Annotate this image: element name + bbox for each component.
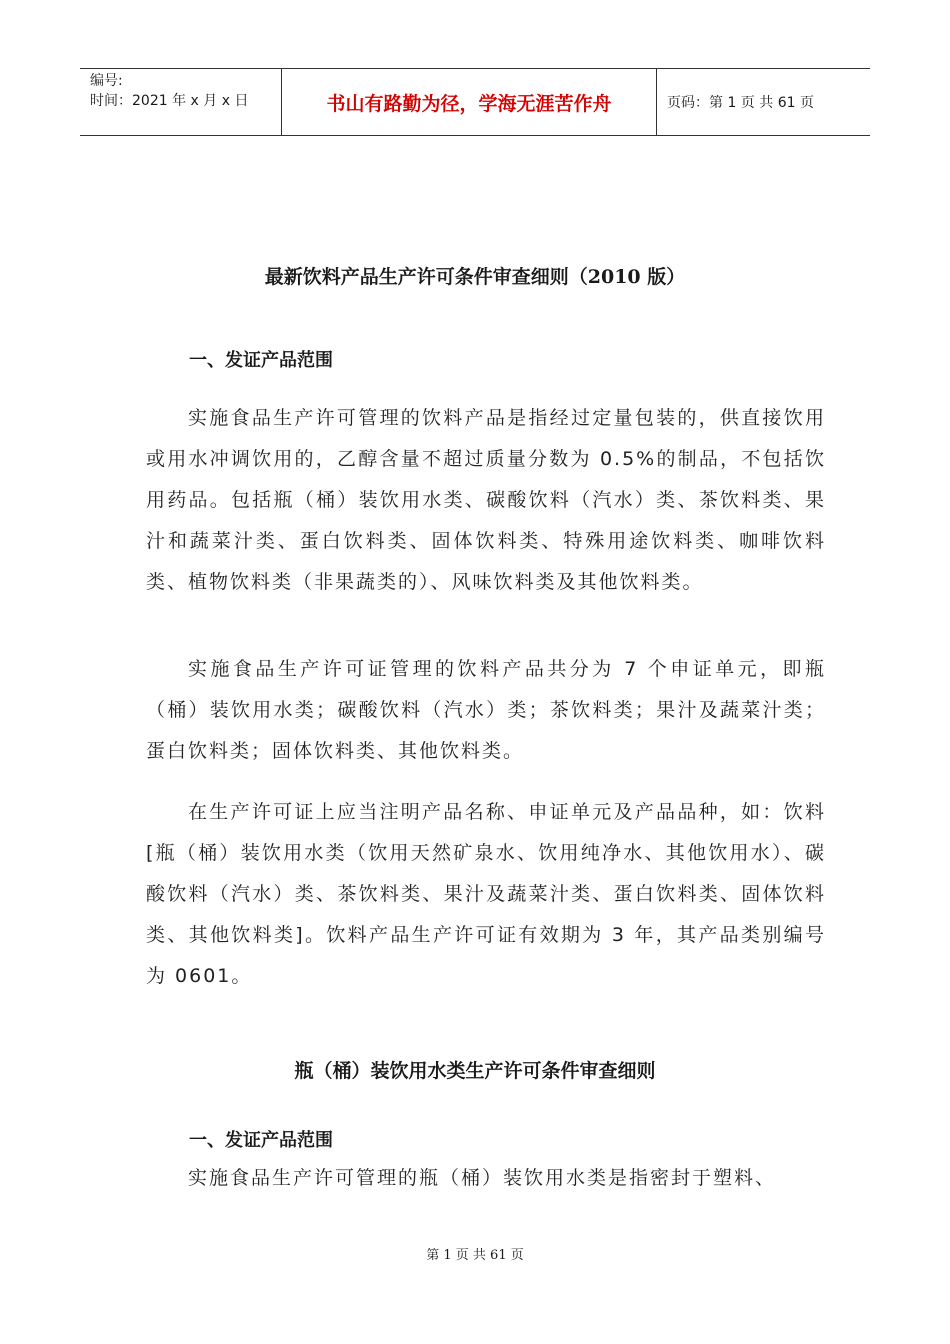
section-heading-scope: 一、发证产品范围 (189, 350, 333, 371)
paragraph-scope-definition: 实施食品生产许可管理的饮料产品是指经过定量包装的，供直接饮用或用水冲调饮用的，乙醇含量不超过质量分数为 0.5%的制品，不包括饮用药品。包括瓶（桶）装饮用水类、碳酸饮料（汽水）类、茶饮料类、果汁和蔬菜汁类、蛋白饮料类、固体饮料类、特殊用途饮料类、咖啡饮料类、植物饮料类（非果蔬类的）、风味饮料类及其他饮料类。 (146, 407, 826, 593)
number-label: 编号: (90, 73, 123, 89)
header-page-info: 页码：第 1 页 共 61 页 (667, 95, 814, 111)
time-label: 时间：2021 年 x 月 x 日 (90, 93, 249, 109)
section-heading-scope-2: 一、发证产品范围 (189, 1130, 333, 1151)
header-meta (80, 69, 281, 135)
document-title: 最新饮料产品生产许可条件审查细则（2010 版） (264, 266, 686, 288)
subsection-title: 瓶（桶）装饮用水类生产许可条件审查细则 (294, 1060, 656, 1082)
paragraph-license-notes: 在生产许可证上应当注明产品名称、申证单元及产品品种，如：饮料[瓶（桶）装饮用水类（饮用天然矿泉水、饮用纯净水、其他饮用水）、碳酸饮料（汽水）类、茶饮料类、果汁及蔬菜汁类、蛋白饮料类、固体饮料类、其他饮料类]。饮料产品生产许可证有效期为 3 年，其产品类别编号为 0601。 (146, 801, 826, 987)
paragraph-license-units: 实施食品生产许可证管理的饮料产品共分为 7 个申证单元，即瓶（桶）装饮用水类；碳酸饮料（汽水）类；茶饮料类；果汁及蔬菜汁类；蛋白饮料类；固体饮料类、其他饮料类。 (146, 658, 826, 762)
page-header (80, 68, 870, 136)
header-motto: 书山有路勤为径，学海无涯苦作舟 (281, 69, 657, 135)
page-footer: 第 1 页 共 61 页 (426, 1248, 524, 1263)
paragraph-bottled-water-scope: 实施食品生产许可管理的瓶（桶）装饮用水类是指密封于塑料、 (188, 1167, 777, 1189)
